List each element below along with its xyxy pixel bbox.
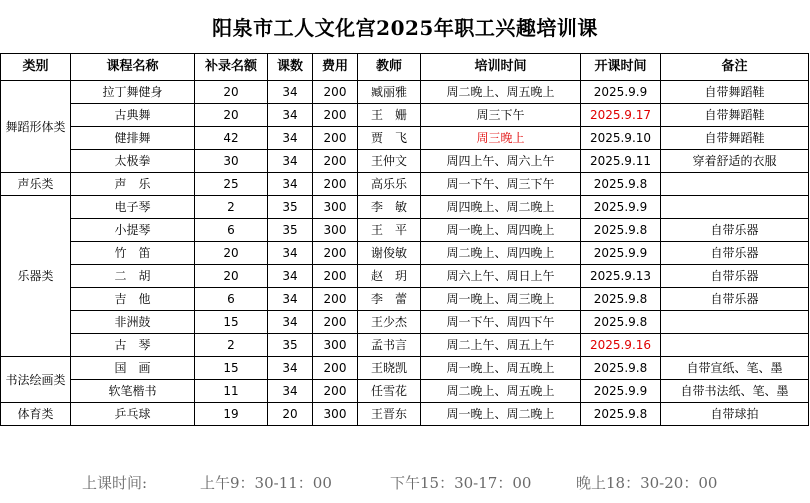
morning-hours: 上午9：30-11：00: [200, 474, 332, 492]
class-hours-label: 上课时间:: [82, 474, 148, 492]
time-cell: 周二晚上、周四晚上: [421, 242, 581, 265]
quota-cell: 19: [195, 403, 268, 426]
lessons-cell: 20: [268, 403, 313, 426]
fee-cell: 200: [313, 288, 358, 311]
quota-cell: 42: [195, 127, 268, 150]
quota-cell: 15: [195, 357, 268, 380]
header-quota: 补录名额: [195, 54, 268, 81]
table-row: [1, 219, 809, 242]
course-cell: 非洲鼓: [71, 311, 195, 334]
course-table: [0, 53, 809, 426]
note-cell: 自带乐器: [661, 265, 809, 288]
quota-cell: 20: [195, 104, 268, 127]
quota-cell: 2: [195, 334, 268, 357]
lessons-cell: 34: [268, 357, 313, 380]
note-cell: [661, 334, 809, 357]
start-cell: 2025.9.8: [581, 403, 661, 426]
header-teacher: 教师: [358, 54, 421, 81]
quota-cell: 20: [195, 242, 268, 265]
lessons-cell: 34: [268, 173, 313, 196]
note-cell: 自带书法纸、笔、墨: [661, 380, 809, 403]
start-cell: 2025.9.9: [581, 242, 661, 265]
time-cell: 周六上午、周日上午: [421, 265, 581, 288]
fee-cell: 200: [313, 81, 358, 104]
table-row: [1, 288, 809, 311]
header-fee: 费用: [313, 54, 358, 81]
table-row: [1, 334, 809, 357]
class-hours-footer: [0, 466, 808, 496]
time-cell: 周二上午、周五上午: [421, 334, 581, 357]
start-cell: 2025.9.9: [581, 196, 661, 219]
teacher-cell: 王仲文: [358, 150, 421, 173]
course-cell: 健排舞: [71, 127, 195, 150]
fee-cell: 300: [313, 219, 358, 242]
start-cell: 2025.9.10: [581, 127, 661, 150]
start-cell: 2025.9.8: [581, 311, 661, 334]
teacher-cell: 赵 玥: [358, 265, 421, 288]
note-cell: 自带球拍: [661, 403, 809, 426]
course-cell: 小提琴: [71, 219, 195, 242]
start-cell: 2025.9.11: [581, 150, 661, 173]
note-cell: [661, 173, 809, 196]
category-cell: 声乐类: [1, 173, 71, 196]
lessons-cell: 34: [268, 311, 313, 334]
course-cell: 声 乐: [71, 173, 195, 196]
table-row: [1, 357, 809, 380]
note-cell: 穿着舒适的衣服: [661, 150, 809, 173]
lessons-cell: 34: [268, 288, 313, 311]
quota-cell: 2: [195, 196, 268, 219]
start-cell: 2025.9.8: [581, 288, 661, 311]
header-row: [1, 54, 809, 81]
course-cell: 太极拳: [71, 150, 195, 173]
time-cell: 周四上午、周六上午: [421, 150, 581, 173]
header-time: 培训时间: [421, 54, 581, 81]
header-start: 开课时间: [581, 54, 661, 81]
header-lessons: 课数: [268, 54, 313, 81]
lessons-cell: 35: [268, 219, 313, 242]
course-cell: 二 胡: [71, 265, 195, 288]
fee-cell: 300: [313, 403, 358, 426]
time-cell: 周一下午、周三下午: [421, 173, 581, 196]
table-row: [1, 196, 809, 219]
lessons-cell: 34: [268, 150, 313, 173]
start-cell: 2025.9.8: [581, 219, 661, 242]
teacher-cell: 王晓凯: [358, 357, 421, 380]
teacher-cell: 高乐乐: [358, 173, 421, 196]
quota-cell: 6: [195, 288, 268, 311]
fee-cell: 300: [313, 196, 358, 219]
table-row: [1, 150, 809, 173]
course-cell: 国 画: [71, 357, 195, 380]
teacher-cell: 贾 飞: [358, 127, 421, 150]
fee-cell: 300: [313, 334, 358, 357]
quota-cell: 25: [195, 173, 268, 196]
fee-cell: 200: [313, 357, 358, 380]
quota-cell: 15: [195, 311, 268, 334]
table-row: [1, 173, 809, 196]
note-cell: 自带乐器: [661, 219, 809, 242]
teacher-cell: 谢俊敏: [358, 242, 421, 265]
fee-cell: 200: [313, 265, 358, 288]
table-row: [1, 403, 809, 426]
time-cell: 周二晚上、周五晚上: [421, 81, 581, 104]
time-cell: 周一晚上、周五晚上: [421, 357, 581, 380]
note-cell: 自带舞蹈鞋: [661, 81, 809, 104]
start-cell: 2025.9.13: [581, 265, 661, 288]
start-cell: 2025.9.9: [581, 81, 661, 104]
teacher-cell: 臧丽雅: [358, 81, 421, 104]
course-cell: 软笔楷书: [71, 380, 195, 403]
lessons-cell: 34: [268, 127, 313, 150]
time-cell: 周三下午: [421, 104, 581, 127]
teacher-cell: 李 敏: [358, 196, 421, 219]
time-cell: 周一下午、周四下午: [421, 311, 581, 334]
time-cell: 周一晚上、周四晚上: [421, 219, 581, 242]
time-cell: 周四晚上、周二晚上: [421, 196, 581, 219]
teacher-cell: 李 蕾: [358, 288, 421, 311]
table-row: [1, 127, 809, 150]
category-cell: 体育类: [1, 403, 71, 426]
quota-cell: 20: [195, 81, 268, 104]
note-cell: 自带舞蹈鞋: [661, 127, 809, 150]
fee-cell: 200: [313, 173, 358, 196]
note-cell: 自带乐器: [661, 288, 809, 311]
course-cell: 拉丁舞健身: [71, 81, 195, 104]
course-cell: 古 琴: [71, 334, 195, 357]
fee-cell: 200: [313, 127, 358, 150]
header-course: 课程名称: [71, 54, 195, 81]
course-cell: 电子琴: [71, 196, 195, 219]
time-cell-highlighted: 周三晚上: [421, 127, 581, 150]
teacher-cell: 王少杰: [358, 311, 421, 334]
lessons-cell: 34: [268, 265, 313, 288]
fee-cell: 200: [313, 242, 358, 265]
quota-cell: 20: [195, 265, 268, 288]
start-cell-highlighted: 2025.9.16: [581, 334, 661, 357]
table-row: [1, 380, 809, 403]
start-cell: 2025.9.9: [581, 380, 661, 403]
course-cell: 古典舞: [71, 104, 195, 127]
start-cell-highlighted: 2025.9.17: [581, 104, 661, 127]
note-cell: [661, 196, 809, 219]
start-cell: 2025.9.8: [581, 357, 661, 380]
teacher-cell: 孟书言: [358, 334, 421, 357]
course-cell: 吉 他: [71, 288, 195, 311]
course-cell: 乒乓球: [71, 403, 195, 426]
table-row: [1, 311, 809, 334]
note-cell: 自带宣纸、笔、墨: [661, 357, 809, 380]
note-cell: [661, 311, 809, 334]
lessons-cell: 34: [268, 104, 313, 127]
course-cell: 竹 笛: [71, 242, 195, 265]
table-row: [1, 242, 809, 265]
time-cell: 周二晚上、周五晚上: [421, 380, 581, 403]
lessons-cell: 34: [268, 242, 313, 265]
teacher-cell: 任雪花: [358, 380, 421, 403]
fee-cell: 200: [313, 104, 358, 127]
afternoon-hours: 下午15：30-17：00: [390, 474, 532, 492]
time-cell: 周一晚上、周三晚上: [421, 288, 581, 311]
header-category: 类别: [1, 54, 71, 81]
category-cell: 书法绘画类: [1, 357, 71, 403]
lessons-cell: 34: [268, 81, 313, 104]
quota-cell: 6: [195, 219, 268, 242]
fee-cell: 200: [313, 380, 358, 403]
start-cell: 2025.9.8: [581, 173, 661, 196]
category-cell: 乐器类: [1, 196, 71, 357]
teacher-cell: 王晋东: [358, 403, 421, 426]
teacher-cell: 王 姗: [358, 104, 421, 127]
lessons-cell: 35: [268, 196, 313, 219]
lessons-cell: 34: [268, 380, 313, 403]
evening-hours: 晚上18：30-20：00: [576, 474, 718, 492]
category-cell: 舞蹈形体类: [1, 81, 71, 173]
sheet-title: 阳泉市工人文化宫2025年职工兴趣培训课: [212, 15, 598, 40]
table-row: [1, 265, 809, 288]
fee-cell: 200: [313, 150, 358, 173]
teacher-cell: 王 平: [358, 219, 421, 242]
time-cell: 周一晚上、周二晚上: [421, 403, 581, 426]
note-cell: 自带舞蹈鞋: [661, 104, 809, 127]
header-note: 备注: [661, 54, 809, 81]
table-row: [1, 104, 809, 127]
lessons-cell: 35: [268, 334, 313, 357]
quota-cell: 30: [195, 150, 268, 173]
fee-cell: 200: [313, 311, 358, 334]
note-cell: 自带乐器: [661, 242, 809, 265]
table-row: [1, 81, 809, 104]
quota-cell: 11: [195, 380, 268, 403]
